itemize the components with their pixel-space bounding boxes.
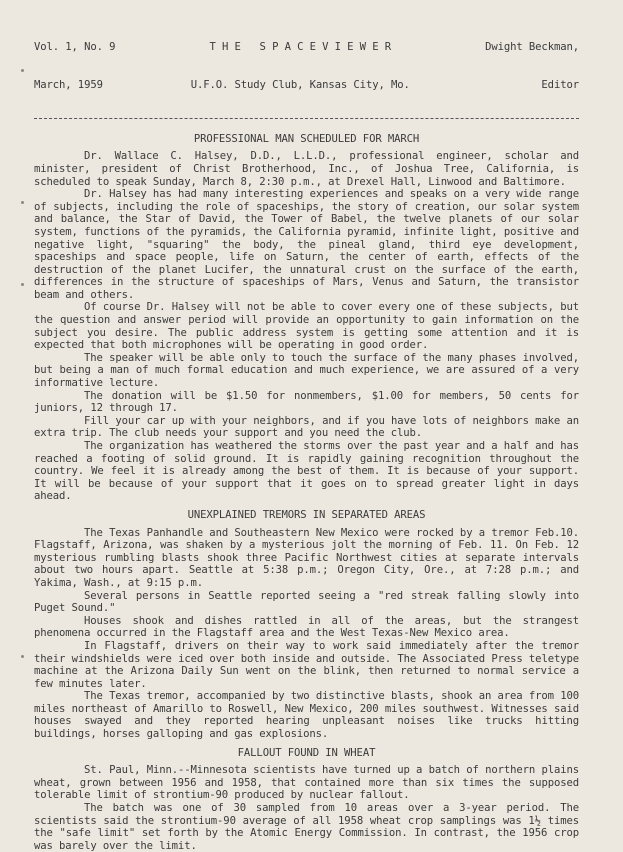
article-paragraph: The Texas Panhandle and Southeastern New Mexico were rocked by a tremor Feb.10. Flagstaff, Arizona, was shaken by a mysterious jolt the morning of Feb. 11. On Feb. 12 mysterious rumbling blasts shook three Pacific Northwest cities at separate intervals about two hours apart. Seattle at 5:38 p.m.; Oregon City, Ore., at 7:28 p.m.; and Yakima, Wash., at 9:15 p.m. xyxy=(34,526,579,589)
punch-hole-mark xyxy=(21,655,24,658)
publisher-line: U.F.O. Study Club, Kansas City, Mo. xyxy=(190,78,410,91)
publication-info xyxy=(191,16,410,117)
article-paragraph: Houses shook and dishes rattled in all of the areas, but the strangest phenomena occurred in the Flagstaff area and the West Texas-New Mexico area. xyxy=(34,614,579,640)
article-paragraph: Fill your car up with your neighbors, and if you have lots of neighbors make an extra trip. The club needs your support and you need the club. xyxy=(34,414,579,440)
article-paragraph: In Flagstaff, drivers on their way to work said immediately after the tremor their windshields were iced over both inside and outside. The Associated Press teletype machine at the Arizona Daily Sun went on the blink, then returned to normal service a few minutes later. xyxy=(34,639,579,690)
article-paragraph: Dr. Halsey has had many interesting experiences and speaks on a very wide range of subjects, including the role of spaceships, the story of creation, our solar system and balance, the Star of David, the Tower of Babel, the twelve planets of our solar system, functions of the pyramids, the California pyramid, infinite light, positive and negative light, "squaring" the body, the pineal gland, third eye development, spaceships and space people, life on Saturn, the center of earth, effects of the destruction of the planet Lucifer, the unnatural crust on the surface of the earth, differences in the structure of spaceships of Mars, Venus and Saturn, the transistor beam and others. xyxy=(34,188,579,301)
punch-hole-mark xyxy=(21,283,24,286)
article-title: FALLOUT FOUND IN WHEAT xyxy=(237,746,376,759)
article-paragraph: Several persons in Seattle reported seeing a "red streak falling slowly into Puget Sound." xyxy=(34,589,579,615)
article-paragraph: The batch was one of 30 sampled from 10 areas over a 3-year period. The scientists said the strontium-90 average of all 1958 wheat crop samplings was 1½ times the "safe limit" set forth by the Atomic Energy Commission. In contrast, the 1956 crop was barely over the limit. xyxy=(34,802,579,852)
masthead xyxy=(34,16,579,117)
article-paragraph: The speaker will be able only to touch the surface of the many phases involved, but being a man of much formal education and much experience, we are assured of a very informative lecture. xyxy=(34,351,579,390)
masthead-divider xyxy=(34,118,579,127)
editor-info xyxy=(485,16,579,117)
punch-hole-mark xyxy=(21,201,24,204)
article-paragraph: St. Paul, Minn.--Minnesota scientists have turned up a batch of northern plains wheat, grown between 1956 and 1958, that contained more than six times the supposed tolerable limit of strontium-90 produced by nuclear fallout. xyxy=(34,764,579,802)
editor-name: Dwight Beckman, xyxy=(485,41,579,54)
article xyxy=(34,509,579,741)
article-paragraph: The Texas tremor, accompanied by two distinctive blasts, shook an area from 100 miles northeast of Amarillo to Roswell, New Mexico, 200 miles southwest. Witnesses said houses swayed and they reported hearing unpleasant noises like trucks hitting buildings, horses galloping and gas explosions. xyxy=(34,690,579,741)
article-paragraph: The donation will be $1.50 for nonmembers, $1.00 for members, 50 cents for juniors, 12 through 17. xyxy=(34,389,579,415)
issue-info xyxy=(34,16,115,117)
volume-number: Vol. 1, No. 9 xyxy=(34,41,116,54)
article-paragraph: Of course Dr. Halsey will not be able to cover every one of these subjects, but the question and answer period will provide an opportunity to gain information on the subject you desire. The public address system is getting some attention and it is expected that both microphones will be operating in good order. xyxy=(34,301,579,352)
publication-title: T H E S P A C E V I E W E R xyxy=(209,41,391,54)
article-title: PROFESSIONAL MAN SCHEDULED FOR MARCH xyxy=(193,132,420,145)
article-paragraph: The organization has weathered the storms over the past year and a half and has reached a footing of solid ground. It is rapidly gaining recognition throughout the country. We feel it is already among the best of them. It is because of your support. It will be because of your support that it goes on to spread greater light in days ahead. xyxy=(34,440,579,503)
editor-role: Editor xyxy=(541,78,579,91)
article xyxy=(34,133,579,503)
issue-date: March, 1959 xyxy=(34,78,103,91)
punch-hole-mark xyxy=(21,69,24,72)
article xyxy=(34,747,579,852)
article-paragraph: Dr. Wallace C. Halsey, D.D., L.L.D., professional engineer, scholar and minister, president of Christ Brotherhood, Inc., of Joshua Tree, California, is scheduled to speak Sunday, March 8, 2:30 p.m., at Drexel Hall, Linwood and Baltimore. xyxy=(34,150,579,188)
article-title: UNEXPLAINED TREMORS IN SEPARATED AREAS xyxy=(187,508,426,521)
